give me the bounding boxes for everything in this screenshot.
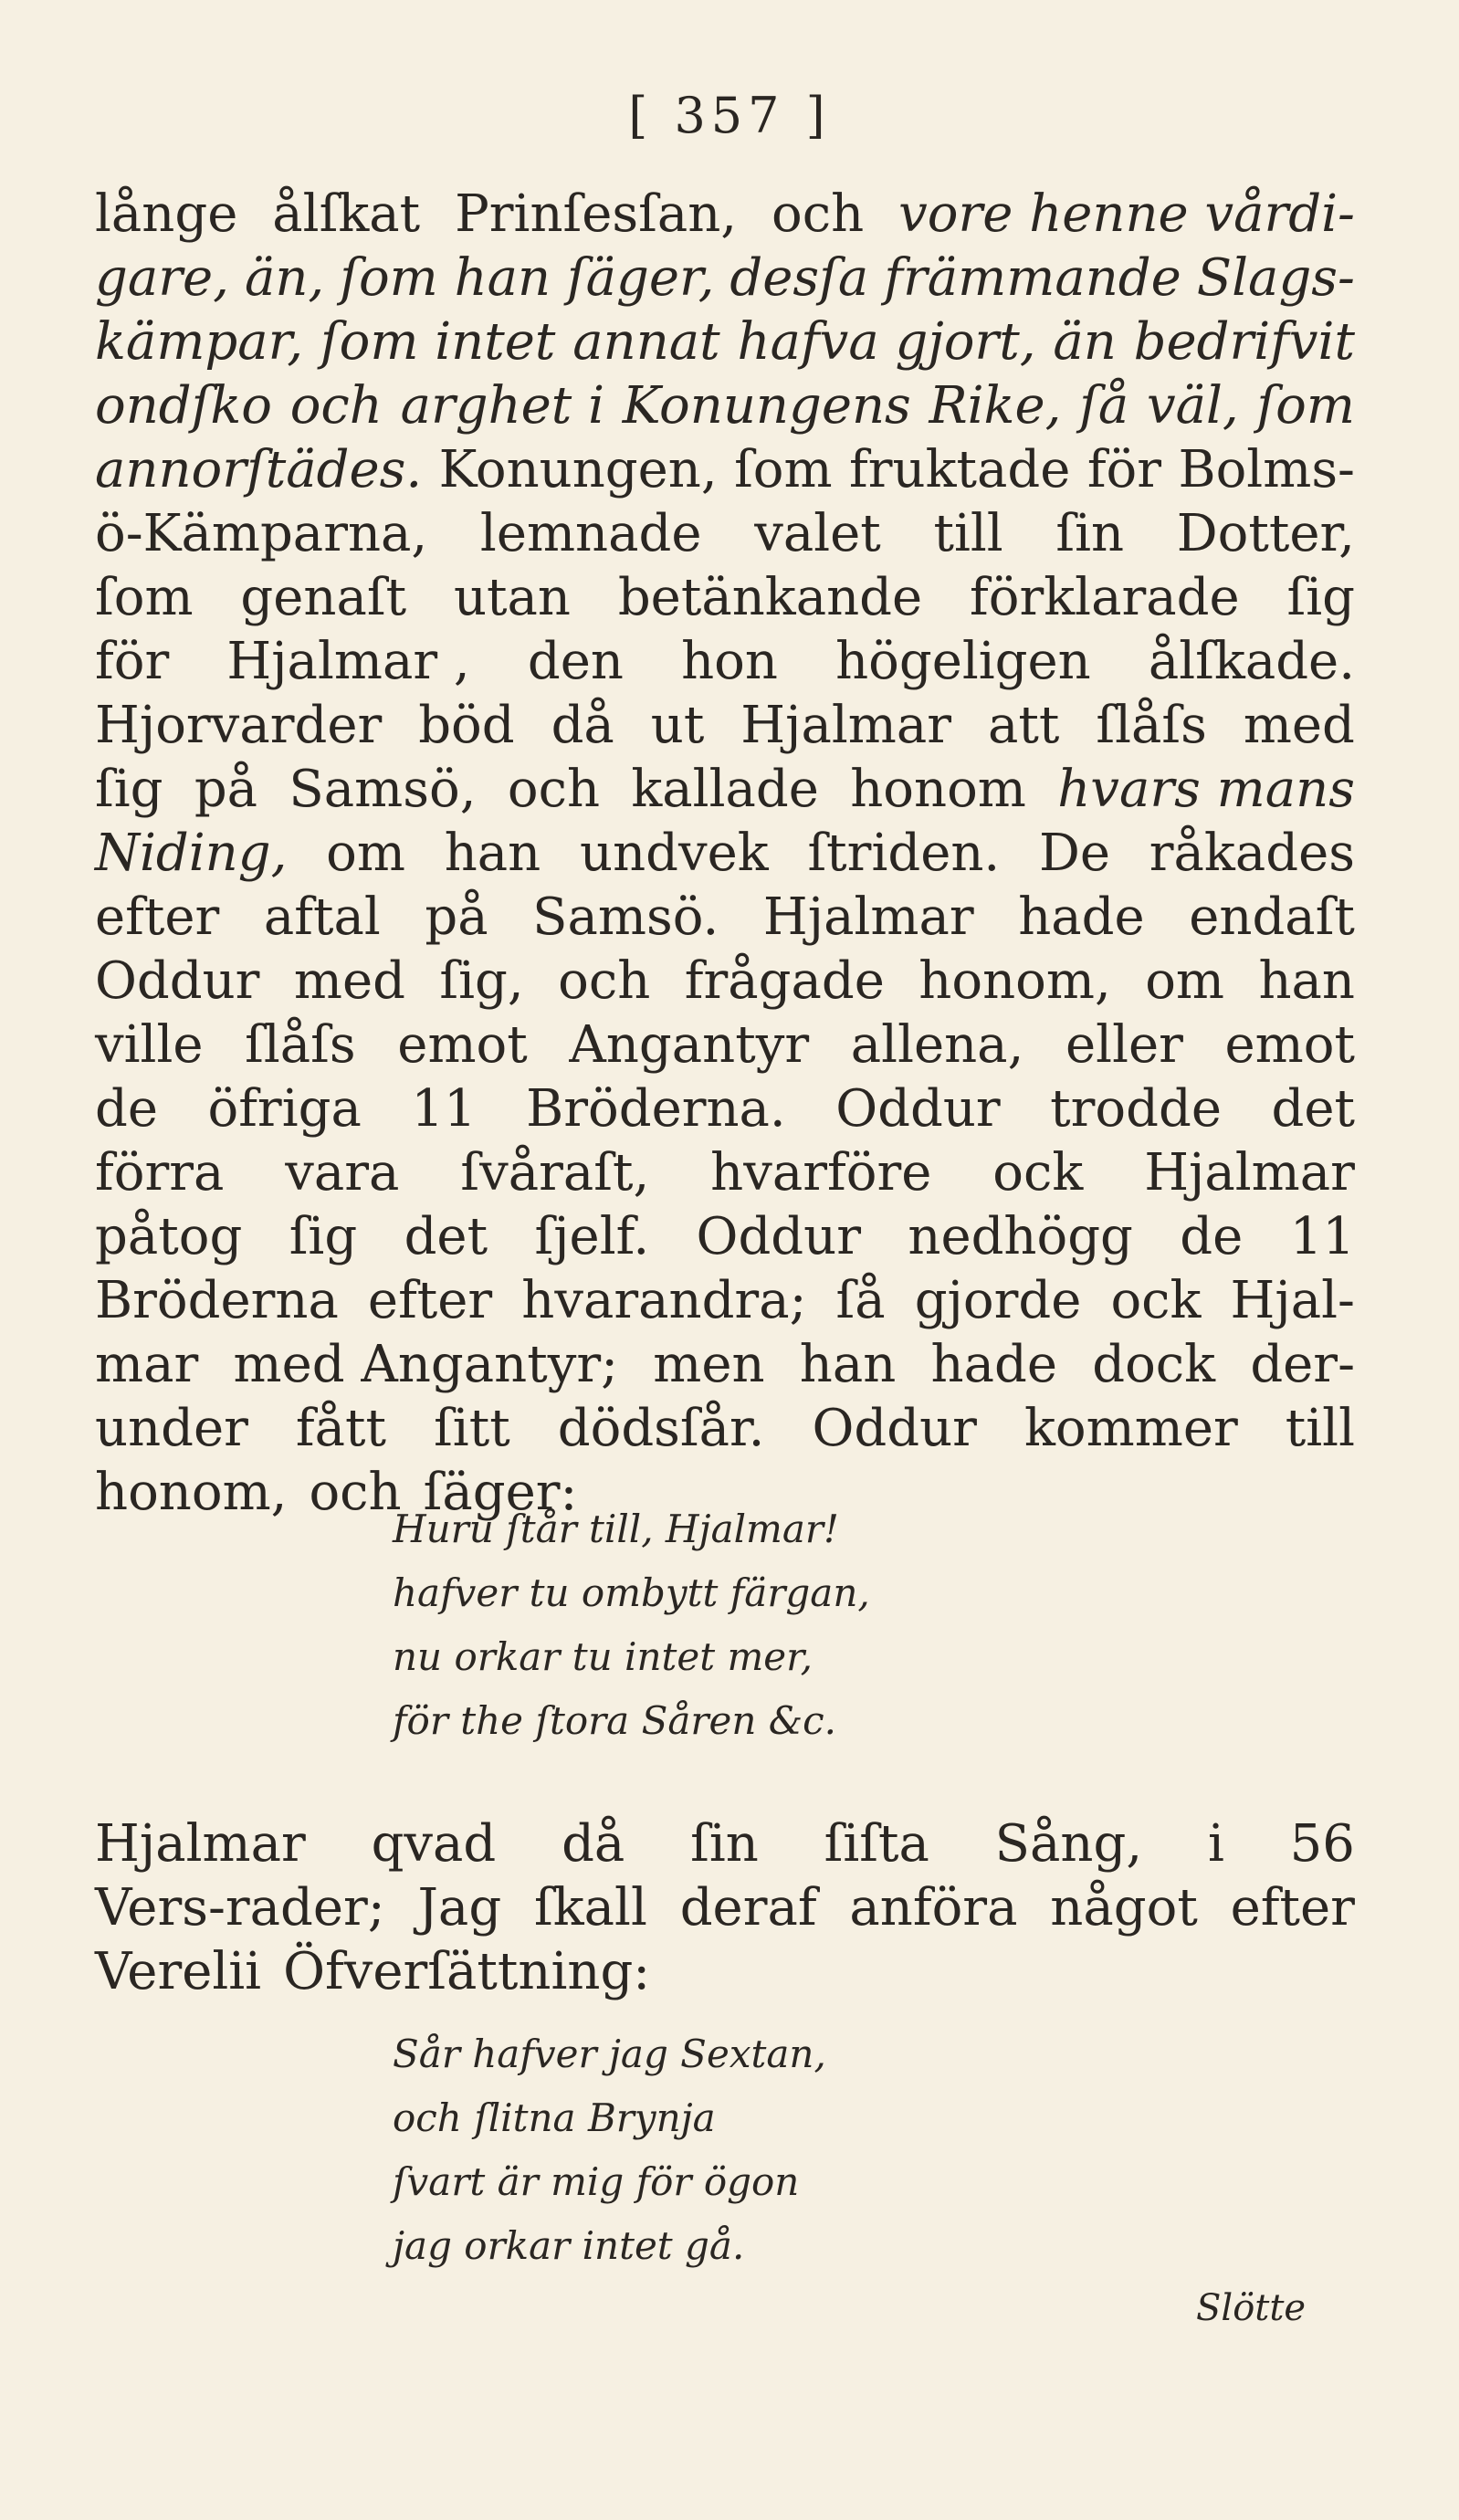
word: det — [404, 1207, 488, 1266]
word: hade — [1018, 887, 1145, 947]
word: han — [1258, 951, 1355, 1011]
word: han — [444, 824, 541, 883]
word: 11 — [411, 1079, 477, 1139]
word: något — [1050, 1878, 1198, 1937]
word: förklarade — [970, 568, 1240, 627]
word: den — [527, 632, 624, 691]
word: betänkande — [617, 568, 923, 627]
word: Slags- — [1196, 248, 1355, 308]
word: och — [309, 1463, 402, 1522]
verse-line: jag orkar intet gå. — [393, 2223, 745, 2268]
word: Jag — [417, 1878, 502, 1937]
verse-line: Sår hafver jag Sextan, — [393, 2032, 826, 2076]
word: då — [562, 1814, 625, 1874]
word: och — [558, 951, 651, 1011]
word: om — [1145, 951, 1225, 1011]
word: med Angantyr; — [233, 1335, 618, 1394]
word: och — [289, 376, 383, 436]
word: ö-Kämparna, — [95, 504, 428, 563]
text-line — [95, 310, 1355, 374]
word: ſig — [95, 760, 163, 819]
word: valet — [754, 504, 881, 563]
text-line — [95, 758, 1355, 822]
word: än, — [244, 248, 325, 308]
word: och — [507, 760, 601, 819]
word: till — [1285, 1399, 1355, 1458]
verse-line: för the ſtora Såren &c. — [393, 1698, 836, 1743]
word: Hjalmar — [1144, 1143, 1355, 1202]
word: efter — [367, 1271, 493, 1330]
word: fruktade — [849, 440, 1071, 499]
word: honom, — [918, 951, 1111, 1011]
catchword: Slötte — [1196, 2287, 1307, 2329]
word: efter — [95, 887, 220, 947]
word: kommer — [1023, 1399, 1238, 1458]
word: efter — [1230, 1878, 1355, 1937]
word: lemnade — [479, 504, 702, 563]
word: under — [95, 1399, 248, 1458]
word: Hjalmar — [95, 1814, 306, 1874]
word: med — [293, 951, 405, 1011]
word: högeligen — [835, 632, 1091, 691]
word: Hjorvarder — [95, 696, 383, 755]
text-line — [95, 630, 1355, 694]
word: annorſtädes. — [95, 440, 423, 499]
word: Angantyr — [569, 1015, 810, 1075]
word: ſkall — [534, 1878, 647, 1937]
word: ondſko — [95, 376, 273, 436]
word: de — [1180, 1207, 1244, 1266]
word: gare, — [95, 248, 229, 308]
word: långe — [95, 184, 238, 244]
word: till — [933, 504, 1003, 563]
word: Konungens — [622, 376, 911, 436]
word: Oddur — [835, 1079, 1001, 1139]
word: ſitt — [434, 1399, 510, 1458]
word: deraf — [679, 1878, 817, 1937]
word: på — [425, 887, 488, 947]
word: ſvåraſt, — [460, 1143, 650, 1202]
word: dock — [1092, 1335, 1216, 1394]
word: 11 — [1289, 1207, 1355, 1266]
word: Dotter, — [1176, 504, 1355, 563]
word: anföra — [849, 1878, 1018, 1937]
word: främmande — [884, 248, 1181, 308]
word: Bolms- — [1178, 440, 1355, 499]
word: att — [988, 696, 1060, 755]
word: Oddur — [696, 1207, 861, 1266]
text-line — [95, 1876, 1355, 1940]
page-number: [ 357 ] — [628, 87, 831, 144]
word: bedrifvit — [1133, 312, 1355, 372]
word: öfriga — [207, 1079, 362, 1139]
text-line — [95, 1940, 1355, 2004]
text-line — [95, 1141, 1355, 1205]
word: då — [551, 696, 614, 755]
verse-line: Huru ſtår till, Hjalmar! — [393, 1507, 839, 1551]
word: Prinſesſan, — [455, 184, 738, 244]
verse-line: nu orkar tu intet mer, — [393, 1634, 813, 1679]
word: ſom — [1256, 376, 1355, 436]
word: med — [1243, 696, 1355, 755]
word: ſå — [1079, 376, 1129, 436]
text-line — [95, 1077, 1355, 1141]
word: qvad — [371, 1814, 497, 1874]
word: trodde — [1050, 1079, 1222, 1139]
word: men — [653, 1335, 765, 1394]
word: påtog — [95, 1207, 243, 1266]
word: allena, — [850, 1015, 1024, 1075]
word: ſtriden. — [807, 824, 1001, 883]
word: ſäger: — [423, 1463, 578, 1522]
word: hafva gjort, — [737, 312, 1036, 372]
word: för — [95, 632, 170, 691]
word: ſin — [690, 1814, 759, 1874]
word: Hjalmar — [740, 696, 952, 755]
word: emot — [1224, 1015, 1355, 1075]
word: honom, — [95, 1463, 288, 1522]
word: Rike, — [929, 376, 1062, 436]
text-line — [95, 694, 1355, 758]
word: arghet i — [400, 376, 605, 436]
word: aftal — [263, 887, 381, 947]
text-line — [95, 822, 1355, 886]
word: hade — [930, 1335, 1057, 1394]
word: Bröderna — [95, 1271, 339, 1330]
text-line — [95, 886, 1355, 950]
text-line — [95, 1812, 1355, 1876]
text-line — [95, 1333, 1355, 1397]
word: ålſkat — [272, 184, 421, 244]
word: böd — [418, 696, 515, 755]
text-line — [95, 566, 1355, 630]
word: desſa — [730, 248, 869, 308]
word: utan — [453, 568, 571, 627]
word: Verelii — [95, 1942, 262, 2001]
word: väl, — [1146, 376, 1239, 436]
word: än — [1053, 312, 1117, 372]
word: 56 — [1289, 1814, 1355, 1874]
word: ſom intet — [320, 312, 556, 372]
paragraph-2 — [95, 1812, 1355, 2004]
text-line — [95, 1013, 1355, 1077]
word: hon — [681, 632, 778, 691]
word: annat — [572, 312, 720, 372]
word: Vers-rader; — [95, 1878, 385, 1937]
text-line — [95, 247, 1355, 310]
word: i — [1207, 1814, 1224, 1874]
word: genaſt — [240, 568, 407, 627]
word: honom — [850, 760, 1026, 819]
word: ſlåſs — [1096, 696, 1207, 755]
verse-line: och ſlitna Brynja — [393, 2095, 716, 2140]
word: råkades — [1149, 824, 1355, 883]
word: Hjalmar , — [226, 632, 470, 691]
word: för — [1086, 440, 1162, 499]
word: kämpar, — [95, 312, 304, 372]
word: dödsſår. — [557, 1399, 765, 1458]
word: ock — [992, 1143, 1084, 1202]
word: Konungen, — [438, 440, 718, 499]
word: på — [194, 760, 258, 819]
text-line — [95, 950, 1355, 1013]
word: ut — [650, 696, 705, 755]
word: ſin — [1055, 504, 1125, 563]
word: endaſt — [1189, 887, 1355, 947]
word: ſig — [289, 1207, 358, 1266]
word: ſom — [95, 568, 194, 627]
text-line — [95, 1205, 1355, 1269]
word: gjorde — [914, 1271, 1082, 1330]
word: ſom han ſäger, — [340, 248, 715, 308]
word: ålſkade. — [1148, 632, 1355, 691]
word: Sång, — [994, 1814, 1143, 1874]
word: ſig — [1286, 568, 1355, 627]
word: mar — [95, 1335, 199, 1394]
word: Oddur — [95, 951, 260, 1011]
word: der- — [1250, 1335, 1355, 1394]
word: ville — [95, 1015, 204, 1075]
word: ſig, — [439, 951, 524, 1011]
word: hvarföre — [710, 1143, 932, 1202]
word: förra — [95, 1143, 225, 1202]
word: Oddur — [812, 1399, 977, 1458]
word: Niding, — [95, 824, 288, 883]
word: fått — [295, 1399, 387, 1458]
word: hvars mans — [1057, 760, 1355, 819]
word: Hjalmar — [762, 887, 974, 947]
word: Öfverſättning: — [283, 1942, 651, 2001]
word: De — [1038, 824, 1111, 883]
word: nedhögg — [908, 1207, 1133, 1266]
word: det — [1271, 1079, 1355, 1139]
word: undvek — [580, 824, 769, 883]
text-line — [95, 1397, 1355, 1461]
word: ſiſta — [824, 1814, 929, 1874]
word: och — [771, 184, 865, 244]
word: ſom — [734, 440, 833, 499]
word: ſå — [835, 1271, 886, 1330]
word: emot — [397, 1015, 528, 1075]
text-line — [95, 183, 1355, 247]
word: ſjelf. — [534, 1207, 650, 1266]
word: han — [799, 1335, 897, 1394]
paragraph-1 — [95, 183, 1355, 1525]
verse-line: ſvart är mig för ögon — [393, 2159, 800, 2204]
word: Samsö, — [289, 760, 477, 819]
text-line — [95, 502, 1355, 566]
word: de — [95, 1079, 158, 1139]
word: vara — [285, 1143, 400, 1202]
verse-line: hafver tu ombytt färgan, — [393, 1570, 870, 1615]
word: vore henne vårdi- — [898, 184, 1355, 244]
word: ſlåſs — [245, 1015, 356, 1075]
word: Hjal- — [1230, 1271, 1355, 1330]
word: hvarandra; — [521, 1271, 807, 1330]
word: eller — [1065, 1015, 1183, 1075]
word: Bröderna. — [526, 1079, 786, 1139]
word: kallade — [631, 760, 819, 819]
word: om — [326, 824, 405, 883]
word: ock — [1110, 1271, 1202, 1330]
word: frågade — [684, 951, 885, 1011]
text-line — [95, 1269, 1355, 1333]
word: Samsö. — [532, 887, 719, 947]
verse-1 — [393, 1497, 870, 1753]
text-line — [95, 438, 1355, 502]
verse-2 — [393, 2022, 826, 2278]
text-line — [95, 374, 1355, 438]
